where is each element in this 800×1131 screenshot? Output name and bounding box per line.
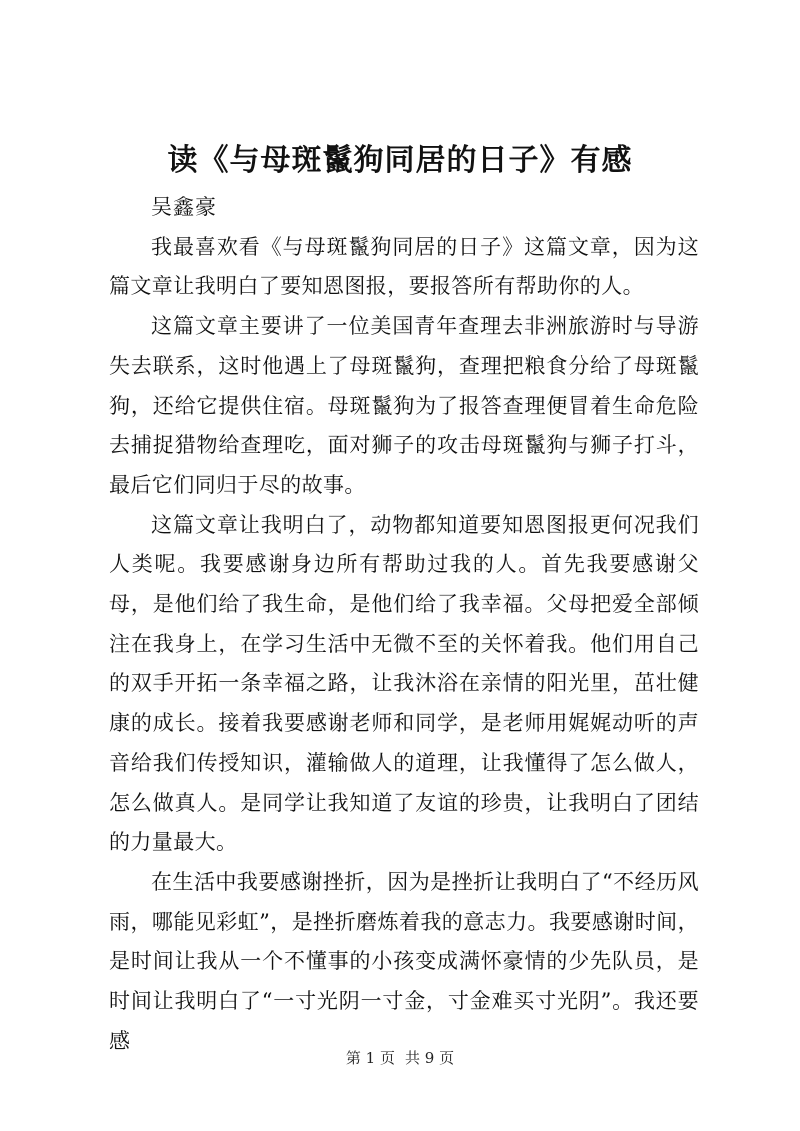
paragraph-3: 这篇文章让我明白了，动物都知道要知恩图报更何况我们人类呢。我要感谢身边所有帮助过我的人。首先我要感谢父母，是他们给了我生命，是他们给了我幸福。父母把爱全部倾注在我身上，在学习生活中无微不至的关怀着我。他们用自己的双手开拓一条幸福之路，让我沐浴在亲情的阳光里，茁壮健康的成长。接着我要感谢老师和同学，是老师用娓娓动听的声音给我们传授知识，灌输做人的道理，让我懂得了怎么做人，怎么做真人。是同学让我知道了友谊的珍贵，让我明白了团结的力量最大。: [109, 512, 699, 855]
page-total: 共 9 页: [405, 1049, 455, 1067]
paragraph-4: 在生活中我要感谢挫折，因为是挫折让我明白了“不经历风雨，哪能见彩虹”，是挫折磨炼着我的意志力。我要感谢时间，是时间让我从一个不懂事的小孩变成满怀豪情的少先队员，是时间让我明白了“一寸光阴一寸金，寸金难买寸光阴”。我还要感: [109, 869, 699, 1053]
document-title: 读《与母斑鬣狗同居的日子》有感: [167, 143, 633, 178]
page-number: 第 1 页: [345, 1049, 395, 1067]
paragraph-1: 我最喜欢看《与母斑鬣狗同居的日子》这篇文章，因为这篇文章让我明白了要知恩图报，要报答所有帮助你的人。: [109, 234, 699, 299]
page-footer: [0, 1048, 800, 1068]
document-body: [109, 188, 699, 1061]
paragraph-2: 这篇文章主要讲了一位美国青年查理去非洲旅游时与导游失去联系，这时他遇上了母斑鬣狗，查理把粮食分给了母斑鬣狗，还给它提供住宿。母斑鬣狗为了报答查理便冒着生命危险去捕捉猎物给查理吃，面对狮子的攻击母斑鬣狗与狮子打斗，最后它们同归于尽的故事。: [109, 314, 699, 497]
author-name: 吴鑫豪: [151, 195, 217, 219]
